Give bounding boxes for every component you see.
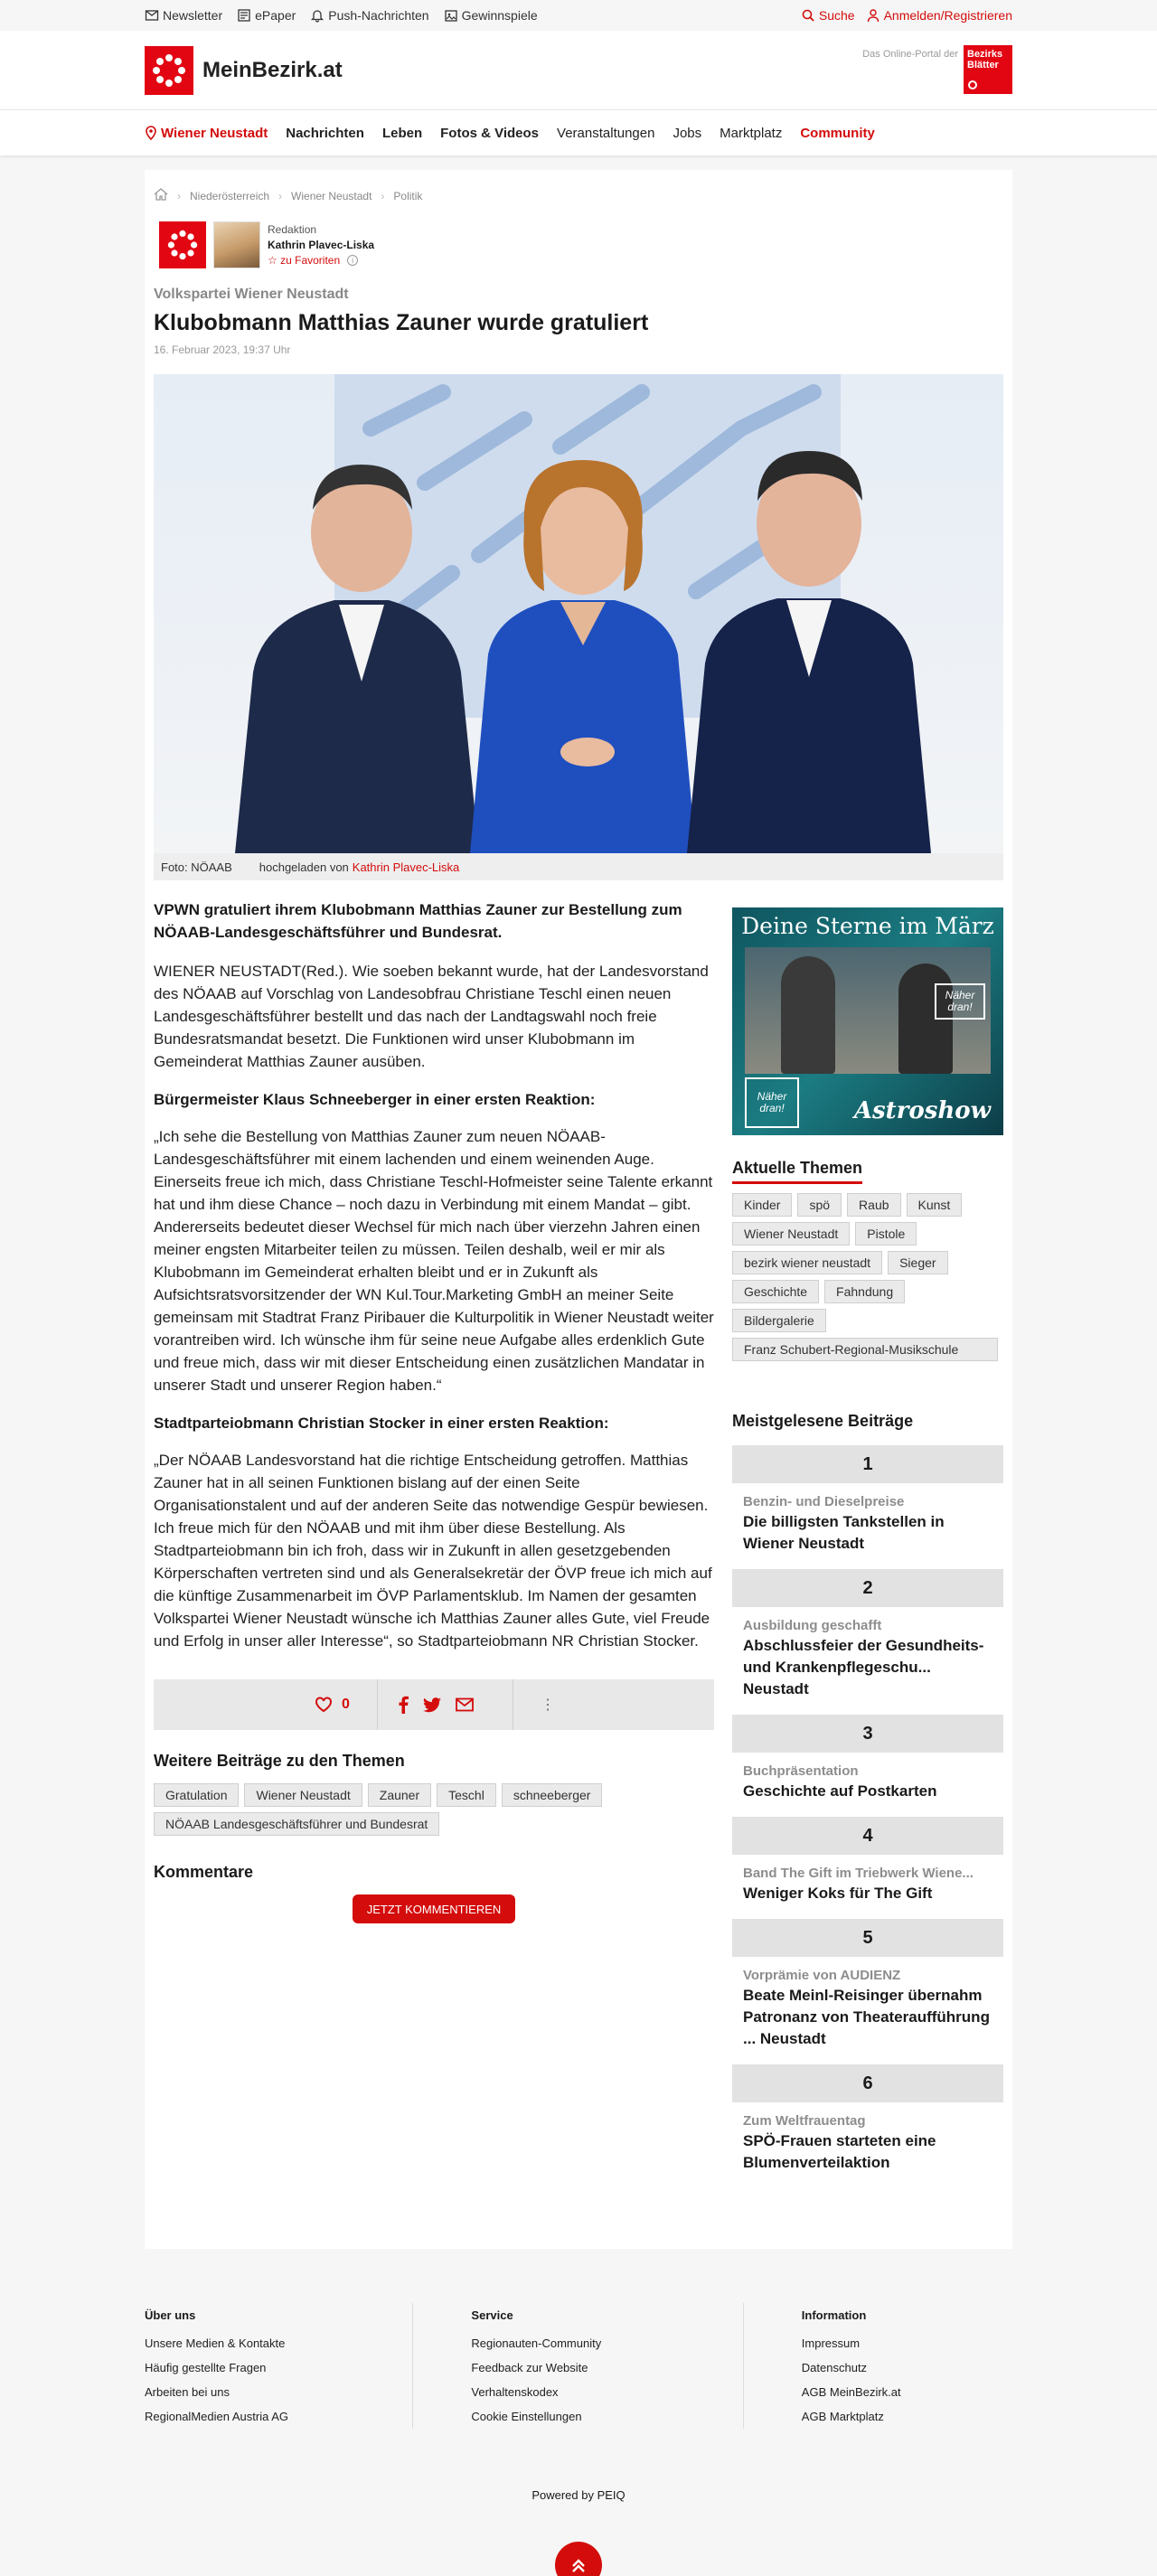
footer-link[interactable]: Regionauten-Community xyxy=(471,2336,602,2350)
author-org-logo[interactable] xyxy=(159,221,206,268)
nav-item-leben[interactable]: Leben xyxy=(381,125,423,141)
article-paragraph: „Ich sehe die Bestellung von Matthias Zauner zum neuen NÖAAB-Landesgeschäftsführer mit einem lachenden und einem weinenden Auge. Einerseits freue ich mich, dass Christiane Teschl-Hofmeister seine Talente erkannt hat und ihm diese Chance – noch dazu in Verbindung mit einem Mandat – gibt. Andererseits bedeutet dieser Wechsel für mich nach über vierzehn Jahren einen meiner engsten Mitarbeiter teilen zu müssen. Teilen deshalb, weil er mir als Klubobmann im Gemeinderat erhalten bleibt und er in Zukunft als Aufsichtsratsvorsitzender der WN Kul.Tour.Marketing GmbH an meiner Seite gemeinsam mit Stadtrat Franz Piribauer die Kulturpolitik in Wiener Neustadt weiter vorantreiben wird. Ich wünsche ihm für seine neue Aufgabe alles erdenklich Gute und freue mich, dass wir mit dieser Entscheidung einen zusätzlichen Mandatar in unserer Stadt und unserer Region haben.“ xyxy=(154,1128,714,1394)
nav-location-label: Wiener Neustadt xyxy=(161,125,268,141)
logo-icon[interactable] xyxy=(145,46,193,95)
footer-link[interactable]: Feedback zur Website xyxy=(471,2361,588,2374)
topic-tag[interactable]: Franz Schubert-Regional-Musikschule xyxy=(732,1338,998,1361)
topic-tag[interactable]: Fahndung xyxy=(824,1280,905,1303)
list-item[interactable] xyxy=(732,2102,1003,2174)
most-read-list xyxy=(732,1445,1003,2174)
topic-tag[interactable]: Teschl xyxy=(437,1783,496,1807)
uploaded-by-label: hochgeladen von xyxy=(259,860,349,874)
nav-item-nachrichten[interactable]: Nachrichten xyxy=(286,125,364,141)
epaper-link[interactable] xyxy=(237,8,296,23)
item-kicker: Zum Weltfrauentag xyxy=(743,2113,866,2129)
photo-credit: Foto: NÖAAB xyxy=(161,860,232,874)
more-topics-tags xyxy=(154,1783,714,1841)
topic-tag[interactable]: spö xyxy=(797,1193,842,1217)
search-label: Suche xyxy=(818,8,855,23)
topic-tag[interactable]: schneeberger xyxy=(502,1783,603,1807)
article-paragraph: „Der NÖAAB Landesvorstand hat die richtige Entscheidung getroffen. Matthias Zauner hat in all seinen Funktionen bislang auf der einen Seite Organisationstalent und auf der anderen Seite das notwendige Gespür bewiesen. Ich freue mich für den NÖAAB und mit ihm über diese Bestellung. Als Stadtparteiobmann bin ich froh, dass wir in Zukunft in allen gesetzgebenden Körperschaften vertreten sind und als Generalsekretär der ÖVP freue ich mich auf die künftige Zusammenarbeit im ÖVP Parlamentsklub. Im Namen der gesamten Volkspartei Wiener Neustadt wünsche ich Matthias Zauner alles Gute, viel Freude und Erfolg in unser aller Interesse“, so Stadtparteiobmann NR Christian Stocker. xyxy=(154,1452,712,1650)
topic-tag[interactable]: Zauner xyxy=(368,1783,431,1807)
rank-number: 5 xyxy=(732,1919,1003,1957)
item-title[interactable]: Geschichte auf Postkarten xyxy=(743,1782,937,1800)
bb-line1: Bezirks xyxy=(967,49,1003,60)
topic-tag[interactable]: Bildergalerie xyxy=(732,1309,826,1332)
uploader-link[interactable]: Kathrin Plavec-Liska xyxy=(352,860,460,874)
bell-icon xyxy=(310,8,325,23)
breadcrumb-item[interactable]: Politik xyxy=(393,189,423,202)
footer-heading: Über uns xyxy=(145,2308,196,2322)
search-link[interactable] xyxy=(801,8,855,23)
footer-heading: Service xyxy=(471,2308,513,2322)
topic-tag[interactable]: Gratulation xyxy=(154,1783,239,1807)
main-content xyxy=(145,170,1012,2249)
item-title[interactable]: Beate Meinl-Reisinger übernahm Patronanz von Theateraufführung ... Neustadt xyxy=(743,1987,990,2047)
list-item[interactable] xyxy=(732,1855,1003,1904)
article-paragraph: WIENER NEUSTADT(Red.). Wie soeben bekannt wurde, hat der Landesvorstand des NÖAAB auf Vorschlag von Landesobfrau Christiane Teschl einen neuen Landesgeschäftsführer bestellt und das nach der Landtagswahl noch freie Bundesratsmandat besetzt. Die Funktionen wird unser Klubobmann im Gemeinderat Matthias Zauner ausüben. xyxy=(154,963,709,1070)
scroll-to-top-button[interactable] xyxy=(555,2542,602,2576)
ad-seal-small: Näher dran! xyxy=(935,983,985,1020)
item-kicker: Benzin- und Dieselpreise xyxy=(743,1494,905,1509)
breadcrumb-item[interactable]: Wiener Neustadt xyxy=(291,189,372,202)
topic-tag[interactable]: Pistole xyxy=(855,1222,917,1246)
list-item[interactable] xyxy=(732,1607,1003,1700)
rank-number: 4 xyxy=(732,1817,1003,1855)
gift-icon xyxy=(444,8,458,23)
newspaper-icon xyxy=(237,8,251,23)
article-kicker: Volkspartei Wiener Neustadt xyxy=(154,287,349,302)
article-lead: VPWN gratuliert ihrem Klubobmann Matthias Zauner zur Bestellung zum NÖAAB-Landesgeschäftsführer und Bundesrat. xyxy=(154,901,682,941)
favorite-label: zu Favoriten xyxy=(280,253,341,267)
rank-number: 6 xyxy=(732,2064,1003,2102)
footer-link[interactable]: Verhaltenskodex xyxy=(471,2385,559,2399)
photo-caption xyxy=(154,853,1003,880)
footer-link[interactable]: AGB MeinBezirk.at xyxy=(801,2385,901,2399)
info-icon[interactable]: i xyxy=(347,255,358,266)
login-link[interactable] xyxy=(866,8,1012,23)
footer-col-service xyxy=(412,2303,743,2429)
footer-col-information xyxy=(744,2303,1012,2429)
footer-link[interactable]: AGB Marktplatz xyxy=(801,2410,884,2423)
author-box xyxy=(154,221,1003,268)
topic-tag[interactable]: NÖAAB Landesgeschäftsführer und Bundesrat xyxy=(154,1812,439,1836)
push-link[interactable] xyxy=(310,8,428,23)
article-body xyxy=(154,898,714,2174)
article-date: 16. Februar 2023, 19:37 Uhr xyxy=(154,343,291,356)
user-icon xyxy=(866,8,880,23)
comments-title: Kommentare xyxy=(154,1863,254,1881)
author-avatar[interactable] xyxy=(213,221,260,268)
chevron-right-icon: › xyxy=(177,189,181,202)
item-title[interactable]: Weniger Koks für The Gift xyxy=(743,1885,933,1902)
home-icon[interactable] xyxy=(154,188,168,203)
footer-link[interactable]: Impressum xyxy=(801,2336,861,2350)
footer-link[interactable]: RegionalMedien Austria AG xyxy=(145,2410,288,2423)
utility-bar xyxy=(0,0,1157,31)
newsletter-label: Newsletter xyxy=(163,8,223,23)
article-subheading: Stadtparteiobmann Christian Stocker in einer ersten Reaktion: xyxy=(154,1415,609,1432)
most-read-title: Meistgelesene Beiträge xyxy=(732,1412,914,1430)
breadcrumb-item[interactable]: Niederösterreich xyxy=(190,189,270,202)
site-footer xyxy=(0,2276,1157,2576)
topic-tag[interactable]: bezirk wiener neustadt xyxy=(732,1251,882,1274)
author-name[interactable]: Kathrin Plavec-Liska xyxy=(268,238,375,251)
like-count: 0 xyxy=(342,1697,350,1712)
nav-location[interactable] xyxy=(145,126,268,141)
footer-link[interactable]: Cookie Einstellungen xyxy=(471,2410,582,2423)
newsletter-link[interactable] xyxy=(145,8,222,23)
item-title[interactable]: Die billigsten Tankstellen in Wiener Neustadt xyxy=(743,1513,945,1552)
footer-heading: Information xyxy=(801,2308,867,2322)
topic-tag[interactable]: Kinder xyxy=(732,1193,792,1217)
chevron-right-icon: › xyxy=(278,189,283,202)
current-topics-tags xyxy=(732,1193,1003,1367)
portal-info xyxy=(862,45,1012,96)
item-kicker: Ausbildung geschafft xyxy=(743,1618,882,1633)
footer-col-about xyxy=(145,2303,412,2429)
item-kicker: Buchpräsentation xyxy=(743,1763,859,1779)
bb-line2: Blätter xyxy=(967,60,999,71)
list-item[interactable] xyxy=(732,1753,1003,1802)
topic-tag[interactable]: Raub xyxy=(847,1193,900,1217)
nav-item-veranstaltungen[interactable]: Veranstaltungen xyxy=(557,125,655,141)
bezirksblaetter-logo[interactable] xyxy=(964,45,1012,94)
current-topics-title: Aktuelle Themen xyxy=(732,1159,862,1184)
ad-image xyxy=(745,947,991,1074)
games-link[interactable] xyxy=(444,8,538,23)
login-label: Anmelden/Registrieren xyxy=(883,8,1012,23)
more-topics-title: Weitere Beiträge zu den Themen xyxy=(154,1752,405,1770)
article-subheading: Bürgermeister Klaus Schneeberger in einer ersten Reaktion: xyxy=(154,1091,596,1108)
bb-circle-icon xyxy=(968,80,977,89)
topic-tag[interactable]: Wiener Neustadt xyxy=(244,1783,362,1807)
add-favorite-button[interactable] xyxy=(268,253,374,268)
ad-show: Astroshow xyxy=(853,1097,991,1124)
location-pin-icon xyxy=(145,126,157,140)
push-label: Push-Nachrichten xyxy=(328,8,429,23)
list-item[interactable] xyxy=(732,1957,1003,2050)
logo-text[interactable]: MeinBezirk.at xyxy=(202,58,343,82)
nav-item-community[interactable]: Community xyxy=(800,125,875,141)
rank-number: 2 xyxy=(732,1569,1003,1607)
double-chevron-up-icon xyxy=(569,2556,588,2574)
ad-title: Deine Sterne im März xyxy=(741,913,994,939)
list-item[interactable] xyxy=(732,1483,1003,1555)
twitter-icon[interactable] xyxy=(423,1697,441,1713)
item-kicker: Band The Gift im Triebwerk Wiene... xyxy=(743,1866,974,1881)
item-kicker: Vorprämie von AUDIENZ xyxy=(743,1968,901,1983)
topic-tag[interactable]: Wiener Neustadt xyxy=(732,1222,850,1246)
sidebar xyxy=(732,907,1003,2174)
nav-item-fotos-videos[interactable]: Fotos & Videos xyxy=(440,125,540,141)
article-title: Klubobmann Matthias Zauner wurde gratuliert xyxy=(154,310,649,335)
footer-link[interactable]: Häufig gestellte Fragen xyxy=(145,2361,267,2374)
author-role: Redaktion xyxy=(268,222,317,236)
topic-tag[interactable]: Kunst xyxy=(907,1193,963,1217)
powered-by[interactable]: Powered by PEIQ xyxy=(531,2488,626,2502)
article-photo[interactable] xyxy=(154,374,1003,853)
nav-item-marktplatz[interactable]: Marktplatz xyxy=(720,125,783,141)
portal-label: Das Online-Portal der xyxy=(862,49,958,60)
search-icon xyxy=(801,8,815,23)
item-title[interactable]: Abschlussfeier der Gesundheits- und Krankenpflegeschu... Neustadt xyxy=(743,1637,984,1697)
mail-icon xyxy=(145,8,159,23)
rank-number: 3 xyxy=(732,1715,1003,1753)
site-header xyxy=(0,31,1157,110)
rank-number: 1 xyxy=(732,1445,1003,1483)
like-button[interactable] xyxy=(315,1679,378,1730)
star-icon: ☆ xyxy=(268,253,277,267)
comment-button[interactable]: JETZT KOMMENTIEREN xyxy=(353,1894,516,1923)
advertisement-banner[interactable] xyxy=(732,907,1003,1135)
footer-link[interactable]: Arbeiten bei uns xyxy=(145,2385,230,2399)
email-share-icon[interactable] xyxy=(456,1697,474,1712)
author-info xyxy=(268,222,374,268)
more-options-icon[interactable]: ⋮ xyxy=(541,1697,555,1713)
chevron-right-icon: › xyxy=(381,189,385,202)
topic-tag[interactable]: Geschichte xyxy=(732,1280,819,1303)
facebook-icon[interactable] xyxy=(398,1696,409,1714)
epaper-label: ePaper xyxy=(255,8,296,23)
heart-icon xyxy=(315,1697,333,1713)
footer-link[interactable]: Unsere Medien & Kontakte xyxy=(145,2336,286,2350)
share-bar xyxy=(154,1679,714,1730)
breadcrumb xyxy=(154,188,1003,203)
footer-link[interactable]: Datenschutz xyxy=(801,2361,868,2374)
nav-item-jobs[interactable]: Jobs xyxy=(673,125,702,141)
ad-seal: Näher dran! xyxy=(745,1077,799,1128)
topic-tag[interactable]: Sieger xyxy=(888,1251,947,1274)
item-title[interactable]: SPÖ-Frauen starteten eine Blumenverteilaktion xyxy=(743,2132,936,2171)
games-label: Gewinnspiele xyxy=(461,8,538,23)
main-nav xyxy=(0,110,1157,155)
